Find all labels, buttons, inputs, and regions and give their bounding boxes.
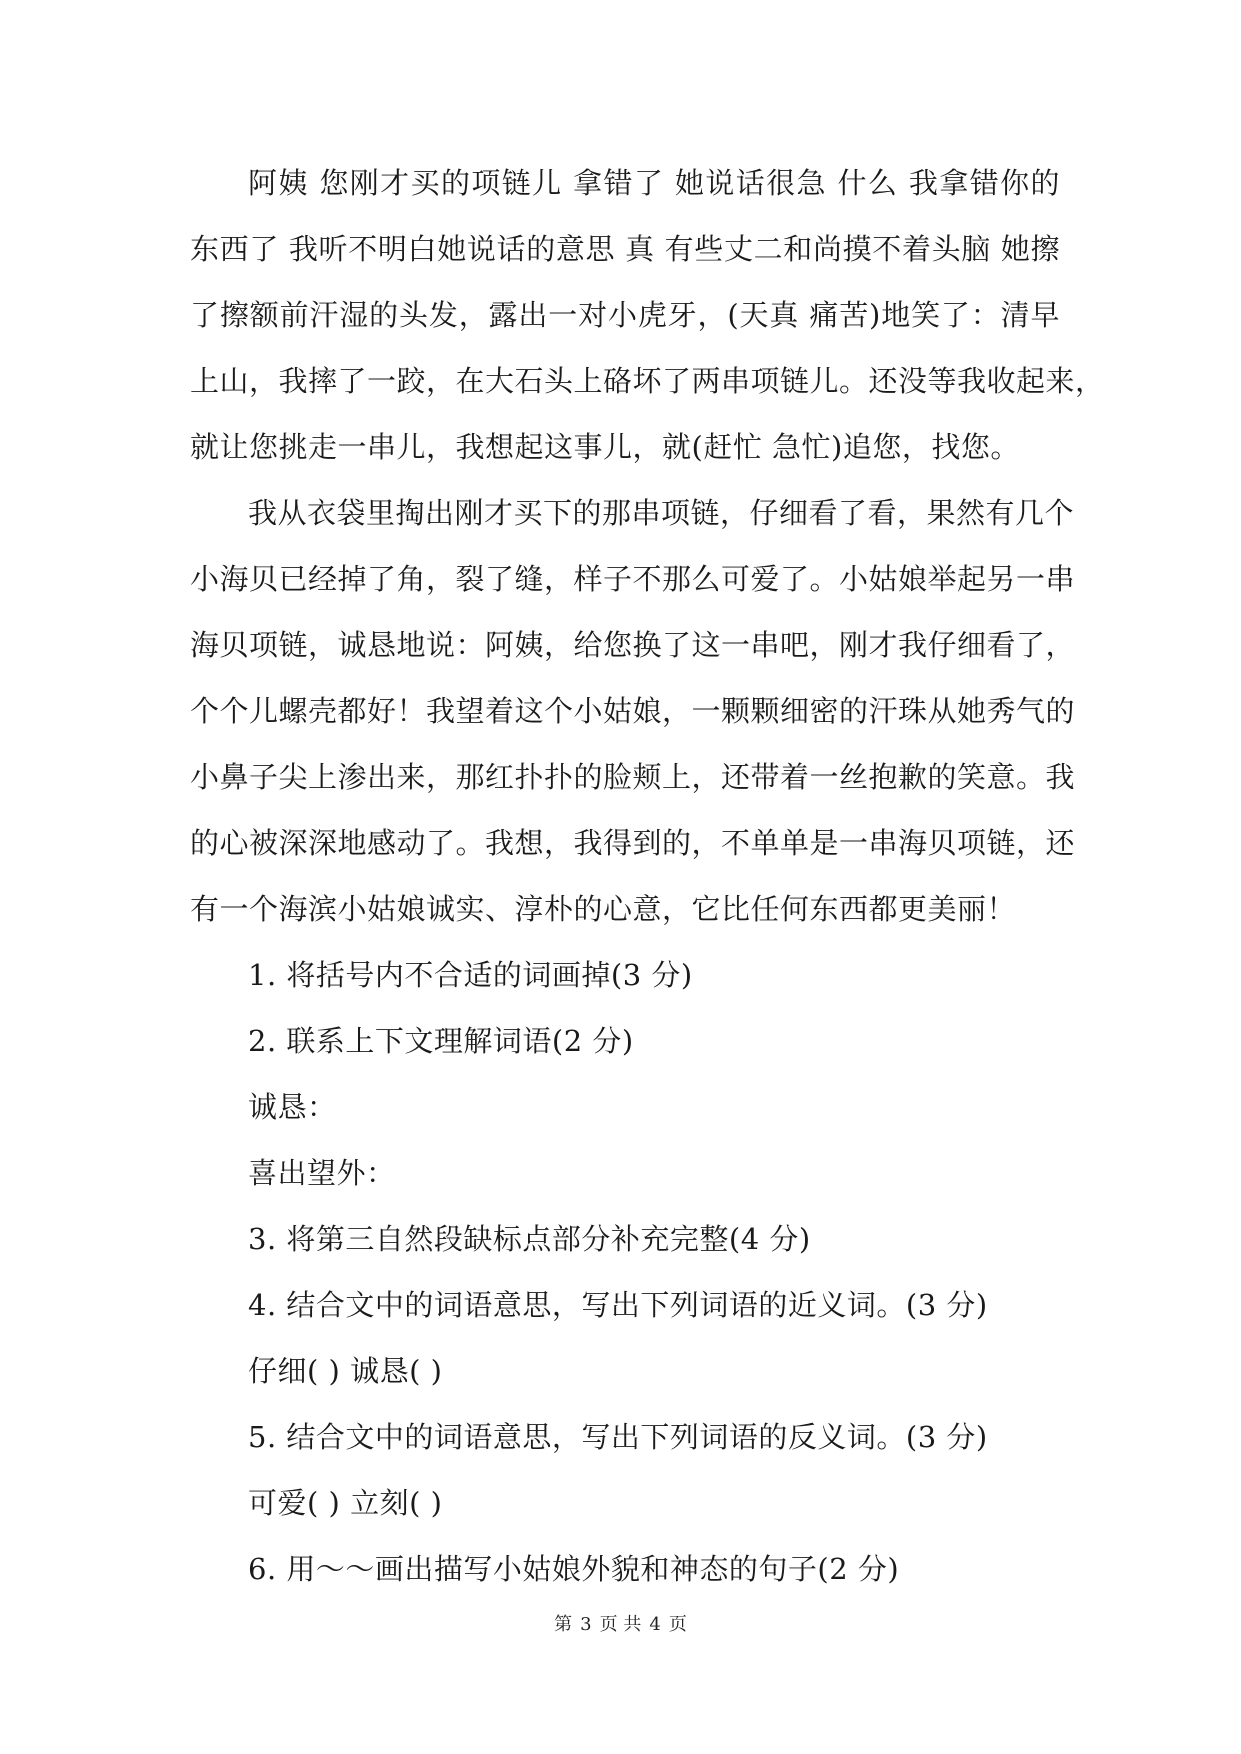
paragraph-line: 海贝项链，诚恳地说：阿姨，给您换了这一串吧，刚才我仔细看了，	[190, 628, 1076, 662]
paragraph-line: 阿姨 您刚才买的项链儿 拿错了 她说话很急 什么 我拿错你的	[248, 166, 1060, 200]
paragraph-line: 小鼻子尖上渗出来，那红扑扑的脸颊上，还带着一丝抱歉的笑意。我	[190, 760, 1076, 794]
question-2-item-chengken: 诚恳：	[248, 1090, 337, 1124]
paragraph-line: 我从衣袋里掏出刚才买下的那串项链，仔细看了看，果然有几个	[248, 496, 1075, 530]
question-3: 3. 将第三自然段缺标点部分补充完整(4 分)	[248, 1222, 811, 1256]
paragraph-line: 就让您挑走一串儿，我想起这事儿，就(赶忙 急忙)追您，找您。	[190, 430, 1020, 464]
footer-total-pages: 4	[649, 1614, 661, 1635]
questions-section	[190, 942, 1060, 1602]
question-4-blanks: 仔细( ) 诚恳( )	[248, 1354, 443, 1388]
question-5-blanks: 可爱( ) 立刻( )	[248, 1486, 443, 1520]
footer-prefix: 第	[554, 1614, 573, 1635]
paragraph-4	[190, 480, 1076, 942]
paragraph-line: 小海贝已经掉了角，裂了缝，样子不那么可爱了。小姑娘举起另一串	[190, 562, 1076, 596]
footer-middle: 页 共	[599, 1614, 642, 1635]
question-4: 4. 结合文中的词语意思，写出下列词语的近义词。(3 分)	[248, 1288, 988, 1322]
footer-suffix: 页	[668, 1614, 687, 1635]
paragraph-line: 了擦额前汗湿的头发，露出一对小虎牙，(天真 痛苦)地笑了：清早	[190, 298, 1060, 332]
footer-page-number: 3	[580, 1614, 592, 1635]
paragraph-line: 东西了 我听不明白她说话的意思 真 有些丈二和尚摸不着头脑 她擦	[190, 232, 1060, 266]
document-page	[190, 150, 1105, 1602]
question-1: 1. 将括号内不合适的词画掉(3 分)	[248, 958, 693, 992]
question-5: 5. 结合文中的词语意思，写出下列词语的反义词。(3 分)	[248, 1420, 988, 1454]
paragraph-line: 有一个海滨小姑娘诚实、淳朴的心意，它比任何东西都更美丽！	[190, 892, 1017, 926]
paragraph-line: 的心被深深地感动了。我想，我得到的，不单单是一串海贝项链，还	[190, 826, 1076, 860]
question-2-item-xichuwangwai: 喜出望外：	[248, 1156, 396, 1190]
question-2: 2. 联系上下文理解词语(2 分)	[248, 1024, 634, 1058]
page-footer	[0, 1610, 1241, 1636]
paragraph-3	[190, 150, 1105, 480]
paragraph-line: 上山，我摔了一跤，在大石头上硌坏了两串项链儿。还没等我收起来，	[190, 364, 1105, 398]
paragraph-line: 个个儿螺壳都好！我望着这个小姑娘，一颗颗细密的汗珠从她秀气的	[190, 694, 1076, 728]
question-6: 6. 用～～画出描写小姑娘外貌和神态的句子(2 分)	[248, 1552, 900, 1586]
